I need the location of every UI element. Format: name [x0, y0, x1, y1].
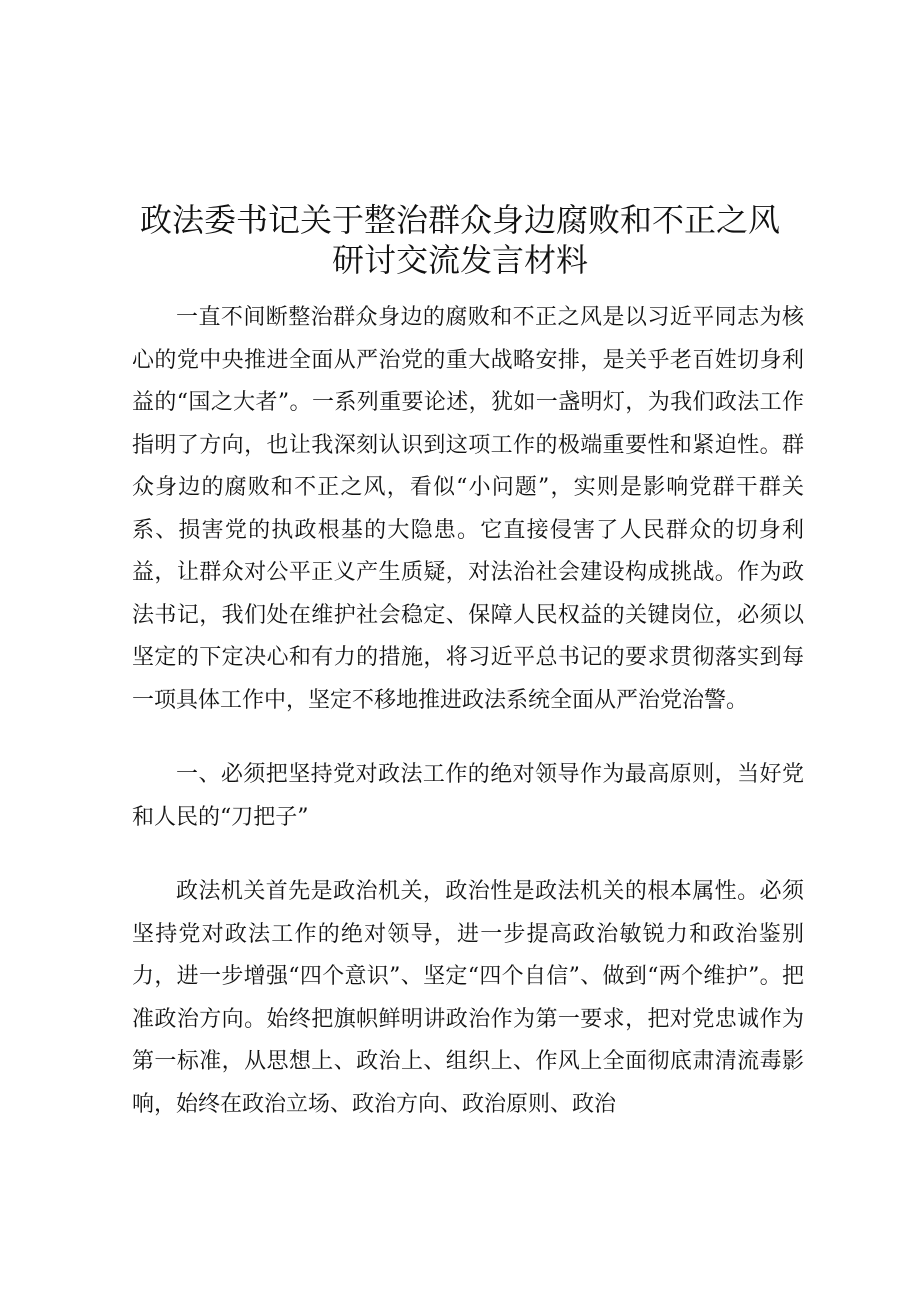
paragraph-intro: 一直不间断整治群众身边的腐败和不正之风是以习近平同志为核心的党中央推进全面从严治党的重大战略安排，是关乎老百姓切身利益的“国之大者”。一系列重要论述，犹如一盏明灯，为我们政法工作指明了方向，也让我深刻认识到这项工作的极端重要性和紧迫性。群众身边的腐败和不正之风，看似“小问题”，实则是影响党群干群关系、损害党的执政根基的大隐患。它直接侵害了人民群众的切身利益，让群众对公平正义产生质疑，对法治社会建设构成挑战。作为政法书记，我们处在维护社会稳定、保障人民权益的关键岗位，必须以坚定的下定决心和有力的措施，将习近平总书记的要求贯彻落实到每一项具体工作中，坚定不移地推进政法系统全面从严治党治警。 [132, 305, 804, 713]
document-body [132, 297, 804, 1126]
section-heading-1: 一、必须把坚持党对政法工作的绝对领导作为最高原则，当好党和人民的“刀把子” [132, 762, 804, 830]
paragraph-section-1: 政法机关首先是政治机关，政治性是政法机关的根本属性。必须坚持党对政法工作的绝对领导，进一步提高政治敏锐力和政治鉴别力，进一步增强“四个意识”、坚定“四个自信”、做到“两个维护”。把准政治方向。始终把旗帜鲜明讲政治作为第一要求，把对党忠诚作为第一标准，从思想上、政治上、组织上、作风上全面彻底肃清流毒影响，始终在政治立场、政治方向、政治原则、政治 [132, 879, 804, 1117]
document-title [0, 200, 920, 280]
title-line-1: 政法委书记关于整治群众身边腐败和不正之风 [139, 201, 780, 239]
title-line-2: 研讨交流发言材料 [331, 241, 588, 279]
